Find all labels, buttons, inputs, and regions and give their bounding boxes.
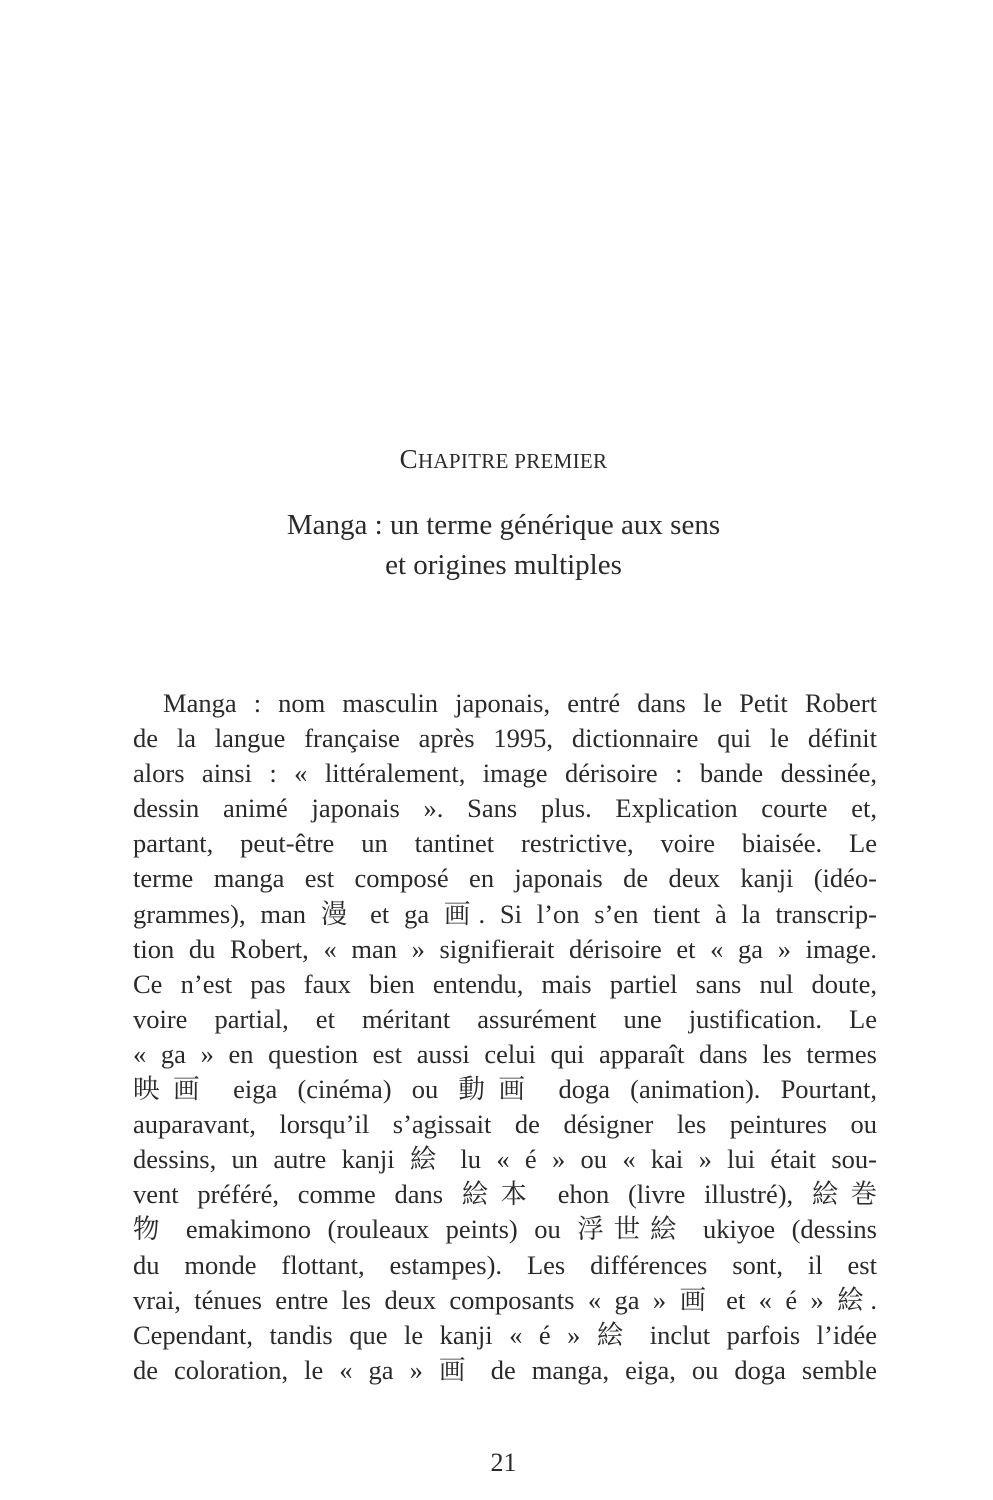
chapter-title-line-1: Manga : un terme générique aux sens [286, 509, 721, 541]
paragraph-line: terme manga est composé en japonais de deux kanji (idéo- [133, 863, 877, 894]
paragraph-line: de coloration, le « ga » 画 de manga, eiga, ou doga semble [133, 1354, 877, 1385]
paragraph-line: auparavant, lorsqu’il s’agissait de désigner les peintures ou [133, 1109, 877, 1140]
paragraph-line: partant, peut-être un tantinet restrictive, voire biaisée. Le [133, 828, 877, 859]
page-number: 21 [490, 1448, 517, 1477]
paragraph-line: Manga : nom masculin japonais, entré dans le Petit Robert [163, 688, 877, 718]
paragraph-line: dessin animé japonais ». Sans plus. Explication courte et, [133, 793, 877, 824]
paragraph-line: Cependant, tandis que le kanji « é » 絵 inclut parfois l’idée [133, 1319, 877, 1350]
paragraph-line: 物 emakimono (rouleaux peints) ou 浮世絵 ukiyoe (dessins [133, 1214, 877, 1245]
paragraph-line: tion du Robert, « man » signifierait dérisoire et « ga » image. [133, 933, 877, 964]
chapter-label-rest: HAPITRE PREMIER [417, 449, 608, 473]
chapter-label-initial: C [399, 444, 418, 474]
paragraph-line: vent préféré, comme dans 絵本 ehon (livre illustré), 絵巻 [133, 1179, 877, 1210]
paragraph-line: vrai, ténues entre les deux composants « ga » 画 et « é » 絵. [133, 1284, 877, 1315]
paragraph-line: de la langue française après 1995, dictionnaire qui le définit [133, 723, 877, 754]
paragraph-line: voire partial, et méritant assurément une justification. Le [133, 1003, 877, 1034]
paragraph-line: « ga » en question est aussi celui qui apparaît dans les termes [133, 1038, 877, 1069]
paragraph-line: grammes), man 漫 et ga 画. Si l’on s’en tient à la transcrip- [133, 898, 877, 929]
paragraph-line: 映画 eiga (cinéma) ou 動画 doga (animation). Pourtant, [133, 1074, 877, 1105]
chapter-title-line-2: et origines multiples [385, 549, 622, 581]
body-paragraph [133, 686, 877, 1388]
chapter-title [0, 505, 993, 585]
paragraph-line: dessins, un autre kanji 絵 lu « é » ou « kai » lui était sou- [133, 1144, 877, 1175]
paragraph-line: Ce n’est pas faux bien entendu, mais partiel sans nul doute, [133, 968, 877, 999]
paragraph-line: alors ainsi : « littéralement, image dérisoire : bande dessinée, [133, 758, 877, 789]
paragraph-line: du monde flottant, estampes). Les différences sont, il est [133, 1249, 877, 1280]
chapter-label [0, 444, 993, 475]
